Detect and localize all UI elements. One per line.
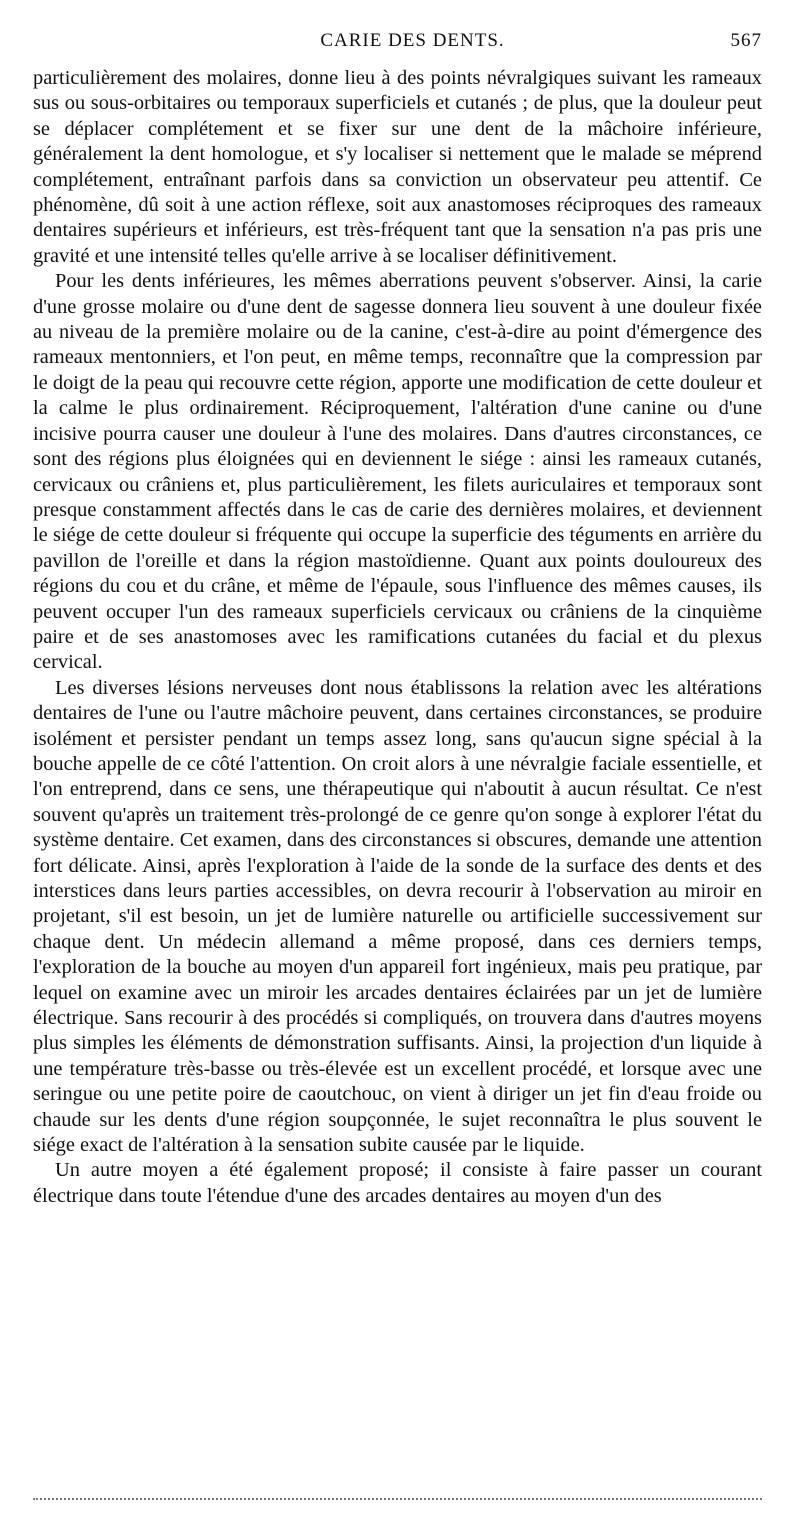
page-number: 567 bbox=[730, 30, 762, 51]
paragraph: Pour les dents inférieures, les mêmes aberrations peuvent s'observer. Ainsi, la carie d'une grosse molaire ou d'une dent de sagesse donnera lieu souvent à une douleur fixée au niveau de la première molaire ou de la canine, c'est-à-dire au point d'émergence des rameaux mentonniers, et l'on peut, en même temps, reconnaître que la compression par le doigt de la peau qui recouvre cette région, apporte une modification de cette douleur et la calme le plus ordinairement. Réciproquement, l'altération d'une canine ou d'une incisive pourra causer une douleur à l'une des molaires. Dans d'autres circonstances, ce sont des régions plus éloignées qui en deviennent le siége : ainsi les rameaux cutanés, cervicaux ou crâniens et, plus particulièrement, les filets auriculaires et temporaux sont presque constamment affectés dans le cas de carie des dernières molaires, et deviennent le siége de cette douleur si fréquente qui occupe la superficie des téguments en arrière du pavillon de l'oreille et dans la région mastoïdienne. Quant aux points douloureux des régions du cou et du crâne, et même de l'épaule, sous l'influence des mêmes causes, ils peuvent occuper l'un des rameaux superficiels cervicaux ou crâniens de la cinquième paire et de ses anastomoses avec les ramifications cutanées du facial et du plexus cervical. bbox=[33, 270, 762, 674]
running-head bbox=[33, 30, 762, 54]
running-title: CARIE DES DENTS. bbox=[320, 30, 505, 51]
footer-dotted-rule bbox=[33, 1498, 762, 1500]
body-text bbox=[33, 66, 762, 1209]
paragraph: Un autre moyen a été également proposé; il consiste à faire passer un courant électrique dans toute l'étendue d'une des arcades dentaires au moyen d'un des bbox=[33, 1159, 762, 1207]
paragraph-continued: particulièrement des molaires, donne lieu à des points névralgiques suivant les rameaux sus ou sous-orbitaires ou temporaux superficiels et cutanés ; de plus, que la douleur peut se déplacer complétement et se fixer sur une dent de la mâchoire inférieure, généralement la dent homologue, et s'y localiser si nettement que le malade se méprend complétement, entraînant parfois dans sa conviction un observateur peu attentif. Ce phénomène, dû soit à une action réflexe, soit aux anastomoses réciproques des rameaux dentaires supérieurs et inférieurs, est très-fréquent tant que la sensation n'a pas pris une gravité et une intensité telles qu'elle arrive à se localiser définitivement. bbox=[33, 67, 762, 267]
paragraph: Les diverses lésions nerveuses dont nous établissons la relation avec les altérations dentaires de l'une ou l'autre mâchoire peuvent, dans certaines circonstances, se produire isolément et persister pendant un temps assez long, sans qu'aucun signe spécial à la bouche appelle de ce côté l'attention. On croit alors à une névralgie faciale essentielle, et l'on entreprend, dans ce sens, une thérapeutique qui n'aboutit à aucun résultat. Ce n'est souvent qu'après un traitement très-prolongé de ce genre qu'on songe à explorer l'état du système dentaire. Cet examen, dans des circonstances si obscures, demande une attention fort délicate. Ainsi, après l'exploration à l'aide de la sonde de la surface des dents et des interstices dans leurs parties accessibles, on devra recourir à l'observation au miroir en projetant, s'il est besoin, un jet de lumière naturelle ou artificielle successivement sur chaque dent. Un médecin allemand a même proposé, dans ces derniers temps, l'exploration de la bouche au moyen d'un appareil fort ingénieux, mais peu pratique, par lequel on examine avec un miroir les arcades dentaires éclairées par un jet de lumière électrique. Sans recourir à des procédés si compliqués, on trouvera dans d'autres moyens plus simples les éléments de démonstration suffisants. Ainsi, la projection d'un liquide à une température très-basse ou très-élevée est un excellent procédé, et lorsque avec une seringue ou une petite poire de caoutchouc, on vient à diriger un jet fin d'eau froide ou chaude sur les dents d'une région soupçonnée, le sujet reconnaîtra le plus souvent le siége exact de l'altération à la sensation subite causée par le liquide. bbox=[33, 676, 762, 1157]
